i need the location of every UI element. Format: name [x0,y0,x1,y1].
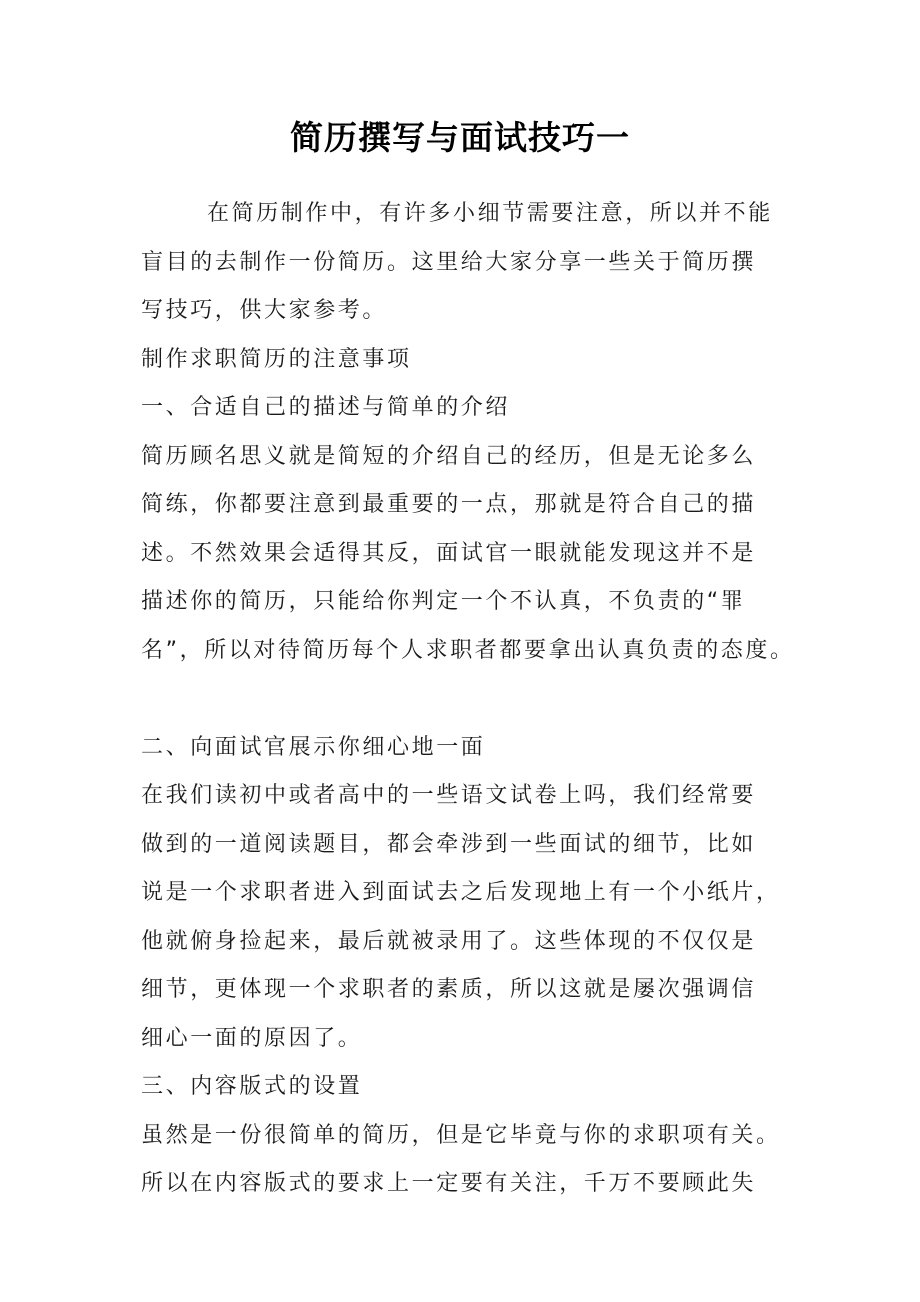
intro-line: 盲目的去制作一份简历。这里给大家分享一些关于简历撰 [141,249,757,275]
paragraph-line: 细心一面的原因了。 [141,1025,363,1051]
paragraph-line: 他就俯身捡起来，最后就被录用了。这些体现的不仅仅是 [141,928,757,954]
paragraph-line: 虽然是一份很简单的简历，但是它毕竟与你的求职项有关。 [141,1122,781,1148]
section-2 [141,724,821,1064]
blank-line [141,675,821,724]
section-heading: 三、内容版式的设置 [141,1074,363,1099]
paragraph-line: 名”，所以对待简历每个人求职者都要拿出认真负责的态度。 [141,637,795,663]
paragraph-line: 说是一个求职者进入到面试去之后发现地上有一个小纸片， [141,880,781,905]
intro-paragraph [141,190,821,336]
section-heading: 二、向面试官展示你细心地一面 [141,734,486,760]
intro-line: 写技巧，供大家参考。 [141,298,388,323]
paragraph-line: 述。不然效果会适得其反，面试官一眼就能发现这并不是 [141,540,757,566]
section-3 [141,1063,821,1209]
paragraph-line: 做到的一道阅读题目，都会牵涉到一些面试的细节，比如 [141,831,757,857]
section-main-heading: 制作求职简历的注意事项 [141,346,412,372]
paragraph-line: 简历顾名思义就是简短的介绍自己的经历，但是无论多么 [141,443,757,469]
paragraph-line: 细节，更体现一个求职者的素质，所以这就是屡次强调信 [141,977,757,1002]
paragraph-line: 在我们读初中或者高中的一些语文试卷上吗，我们经常要 [141,783,757,808]
paragraph-line: 简练，你都要注意到最重要的一点，那就是符合自己的描 [141,492,757,517]
section-1 [141,384,821,675]
document-title: 简历撰写与面试技巧一 [290,118,630,157]
section-heading: 一、合适自己的描述与简单的介绍 [141,395,511,420]
paragraph-line: 描述你的简历，只能给你判定一个不认真，不负责的“罪 [141,589,746,614]
document-body [141,190,821,1209]
intro-line: 在简历制作中，有许多小细节需要注意，所以并不能 [207,201,773,226]
paragraph-line: 所以在内容版式的要求上一定要有关注，千万不要顾此失 [141,1171,757,1196]
